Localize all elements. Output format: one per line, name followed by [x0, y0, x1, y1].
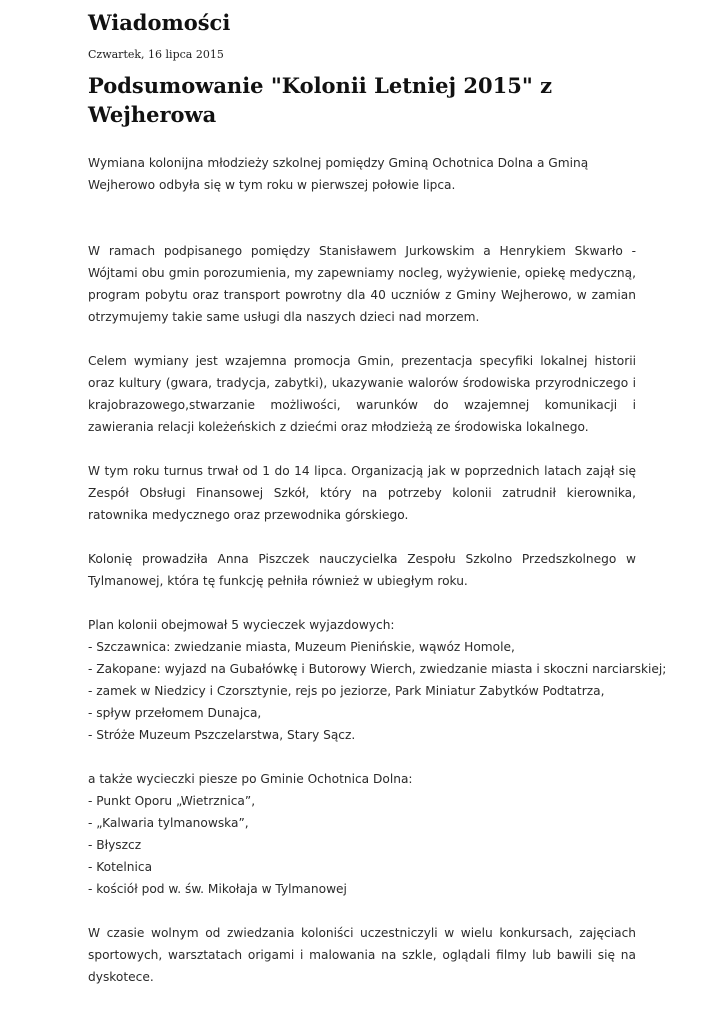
paragraph-agreement: W ramach podpisanego pomiędzy Stanisławem Jurkowskim a Henrykiem Skwarło - Wójtami obu gmin porozumienia, my zapewniamy nocleg, wyżywienie, opiekę medyczną, program pobytu oraz transport powrotny dla 40 uczniów z Gminy Wejherowo, w zamian otrzymujemy takie same usługi dla naszych dzieci nad morzem.: [88, 244, 636, 324]
paragraph-free-time: W czasie wolnym od zwiedzania koloniści uczestniczyli w wielu konkursach, zajęciach sportowych, warsztatach origami i malowania na szkle, oglądali filmy lub bawili się na dyskotece.: [88, 926, 636, 984]
list-item: - Stróże Muzeum Pszczelarstwa, Stary Sącz.: [88, 728, 356, 742]
hikes-intro: a także wycieczki piesze po Gminie Ochotnica Dolna:: [88, 772, 413, 786]
list-item: - Punkt Oporu „Wietrznica”,: [88, 794, 256, 808]
list-item: - Błyszcz: [88, 838, 142, 852]
section-title: Wiadomości: [88, 10, 231, 35]
list-item: - zamek w Niedzicy i Czorsztynie, rejs po jeziorze, Park Miniatur Zabytków Podtatrza,: [88, 684, 605, 698]
hikes-list: [88, 768, 636, 900]
list-item: - Kotelnica: [88, 860, 153, 874]
trips-list: [88, 614, 667, 746]
trips-intro: Plan kolonii obejmował 5 wycieczek wyjazdowych:: [88, 618, 395, 632]
list-item: - „Kalwaria tylmanowska”,: [88, 816, 249, 830]
article-body: [88, 152, 667, 988]
article-intro: Wymiana kolonijna młodzieży szkolnej pomiędzy Gminą Ochotnica Dolna a Gminą Wejherowo odbyła się w tym roku w pierwszej połowie lipca.: [88, 156, 589, 192]
paragraph-leader: Kolonię prowadziła Anna Piszczek nauczycielka Zespołu Szkolno Przedszkolnego w Tylmanowej, która tę funkcję pełniła również w ubiegłym roku.: [88, 552, 636, 588]
list-item: - kościół pod w. św. Mikołaja w Tylmanowej: [88, 882, 347, 896]
article-date: Czwartek, 16 lipca 2015: [88, 48, 224, 61]
paragraph-turnus: W tym roku turnus trwał od 1 do 14 lipca. Organizacją jak w poprzednich latach zajął się Zespół Obsługi Finansowej Szkół, który na potrzeby kolonii zatrudnił kierownika, ratownika medycznego oraz przewodnika górskiego.: [88, 464, 636, 522]
paragraph-goal: Celem wymiany jest wzajemna promocja Gmin, prezentacja specyfiki lokalnej historii oraz kultury (gwara, tradycja, zabytki), ukazywanie walorów środowiska przyrodniczego i krajobrazowego,stwarzanie możliwości, warunków do wzajemnej komunikacji i zawierania relacji koleżeńskich z dziećmi oraz młodzieżą ze środowiska lokalnego.: [88, 354, 636, 434]
article-title: Podsumowanie "Kolonii Letniej 2015" z Wejherowa: [88, 73, 553, 127]
list-item: - spływ przełomem Dunajca,: [88, 706, 262, 720]
list-item: - Zakopane: wyjazd na Gubałówkę i Butorowy Wierch, zwiedzanie miasta i skoczni narciarskiej;: [88, 662, 667, 676]
list-item: - Szczawnica: zwiedzanie miasta, Muzeum Pienińskie, wąwóz Homole,: [88, 640, 515, 654]
